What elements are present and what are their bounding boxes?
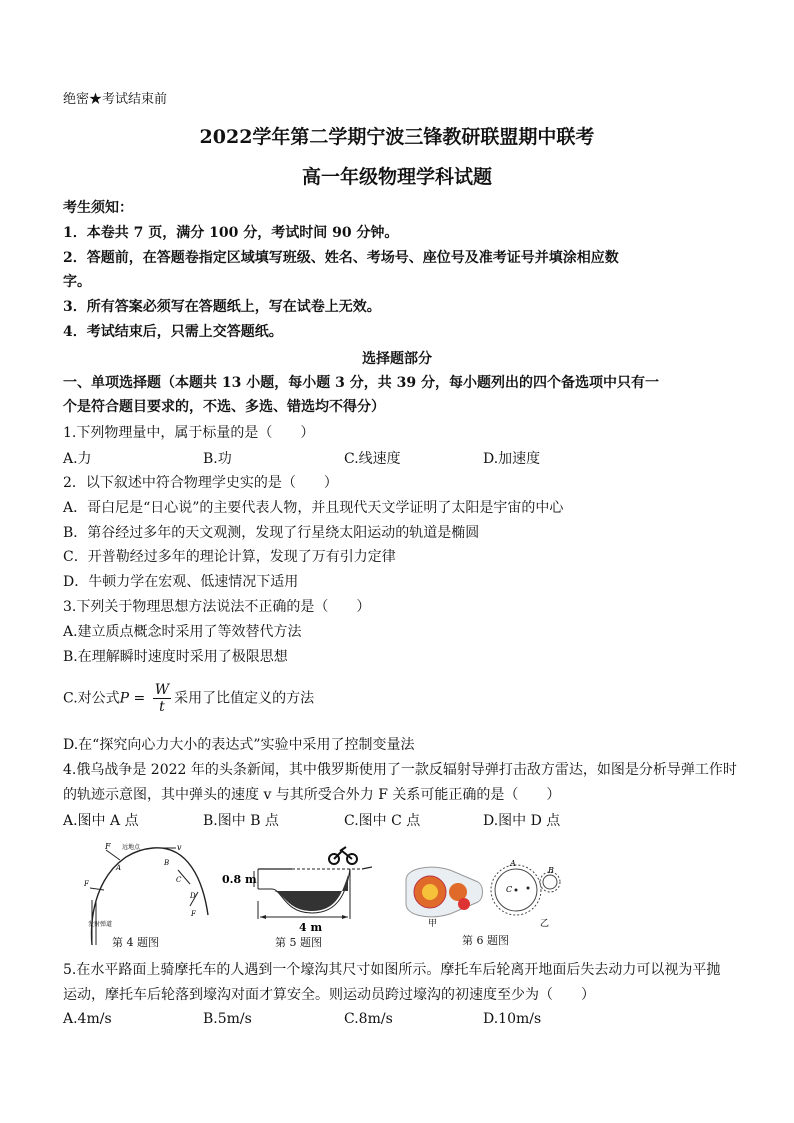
question-3-stem: 3.下列关于物理思想方法说法不正确的是（ ） [63, 599, 371, 615]
option-c: C．开普勒经过多年的理论计算，发现了万有引力定律 [63, 549, 396, 565]
option-a: A．哥白尼是“日心说”的主要代表人物，并且现代天文学证明了太阳是宇宙的中心 [63, 500, 564, 516]
notice-item: 4．考试结束后，只需上交答题纸。 [63, 324, 283, 340]
fig6-point: B [548, 866, 554, 875]
notice-heading: 考生须知： [63, 200, 133, 216]
fig4-label: F [84, 880, 89, 888]
fig6-point: C [506, 885, 513, 894]
figure-6-gears [400, 858, 565, 928]
option-a: A.力 [63, 451, 92, 467]
question-2-stem: 2．以下叙述中符合物理学史实的是（ ） [63, 475, 338, 491]
question-4-line: 的轨迹示意图，其中弹头的速度 v 与其所受合外力 F 关系可能正确的是（ ） [63, 787, 561, 803]
section-title: 选择题部分 [362, 351, 432, 367]
option-a: A.建立质点概念时采用了等效替代方法 [63, 624, 302, 640]
question-1-stem: 1.下列物理量中，属于标量的是（ ） [63, 425, 315, 441]
fig5-height: 0.8 m [222, 873, 257, 886]
fig4-label: C [176, 876, 182, 884]
question-5-line: 5.在水平路面上骑摩托车的人遇到一个壕沟其尺寸如图所示。摩托车后轮离开地面后失去动力可以视为平抛 [63, 962, 721, 978]
figure-6-caption: 第 6 题图 [462, 934, 509, 947]
option-b: B.在理解瞬时速度时采用了极限思想 [63, 649, 288, 665]
option-d: D.10m/s [483, 1011, 542, 1027]
fig4-label: B [164, 859, 170, 867]
option-c: C.图中 C 点 [344, 813, 421, 829]
question-5-line: 运动，摩托车后轮落到壕沟对面才算安全。则运动员跨过壕沟的初速度至少为（ ） [63, 987, 595, 1003]
secret-label: 绝密★考试结束前 [63, 92, 168, 107]
option-d: D．牛顿力学在宏观、低速情况下适用 [63, 574, 299, 590]
option-b: B.5m/s [203, 1011, 252, 1027]
option-d: D.在“探究向心力大小的表达式”实验中采用了控制变量法 [63, 737, 415, 753]
part-heading: 一、单项选择题（本题共 13 小题，每小题 3 分，共 39 分，每小题列出的四个备选项中只有一 [63, 375, 659, 391]
figure-4-caption: 第 4 题图 [112, 936, 159, 949]
notice-item: 2．答题前，在答题卷指定区域填写班级、姓名、考场号、座位号及准考证号并填涂相应数 [63, 250, 619, 266]
question-4-line: 4.俄乌战争是 2022 年的头条新闻，其中俄罗斯使用了一款反辐射导弹打击敌方雷达，如图是分析导弹工作时 [63, 762, 737, 778]
fig4-label: v [177, 843, 182, 852]
option-d: D.加速度 [483, 451, 541, 467]
fig4-label: 发射弹道 [88, 921, 113, 928]
exam-title: 2022学年第二学期宁波三锋教研联盟期中联考 [199, 126, 595, 148]
figure-5-caption: 第 5 题图 [275, 936, 322, 949]
option-d: D.图中 D 点 [483, 813, 561, 829]
part-heading: 个是符合题目要求的，不选、多选、错选均不得分） [63, 399, 385, 415]
question-5-options [63, 1011, 753, 1031]
option-b: B．第谷经过多年的天文观测，发现了行星绕太阳运动的轨道是椭圆 [63, 525, 480, 541]
formula-fraction: $\frac{W}{t}$ [154, 682, 170, 715]
fig4-label: A [116, 864, 122, 872]
option-b: B.功 [203, 451, 232, 467]
option-b: B.图中 B 点 [203, 813, 279, 829]
fig4-label: F [191, 910, 196, 918]
fig4-label: D [190, 892, 196, 900]
fig6-label-yi: 乙 [540, 919, 550, 928]
fig6-point: A [510, 859, 516, 868]
question-4-options [63, 810, 753, 830]
notice-item: 3．所有答案必须写在答题纸上，写在试卷上无效。 [63, 299, 381, 315]
exam-subtitle: 高一年级物理学科试题 [301, 166, 492, 188]
formula-var: P [119, 690, 130, 707]
notice-item: 1．本卷共 7 页，满分 100 分，考试时间 90 分钟。 [63, 225, 399, 241]
notice-item: 字。 [63, 274, 91, 290]
option-a: A.图中 A 点 [63, 813, 139, 829]
question-1-options [63, 448, 753, 468]
fig4-label: 远地点 [122, 844, 141, 851]
option-c: C.8m/s [344, 1011, 393, 1027]
fig6-label-jia: 甲 [428, 919, 438, 928]
figure-5-ditch [222, 845, 372, 935]
fig4-label: F [105, 842, 111, 851]
option-a: A.4m/s [63, 1011, 112, 1027]
option-c: C.对公式P = $\frac{W}{t}$ 采用了比值定义的方法 [63, 682, 315, 715]
fig5-width: 4 m [299, 921, 323, 934]
option-c: C.线速度 [344, 451, 401, 467]
